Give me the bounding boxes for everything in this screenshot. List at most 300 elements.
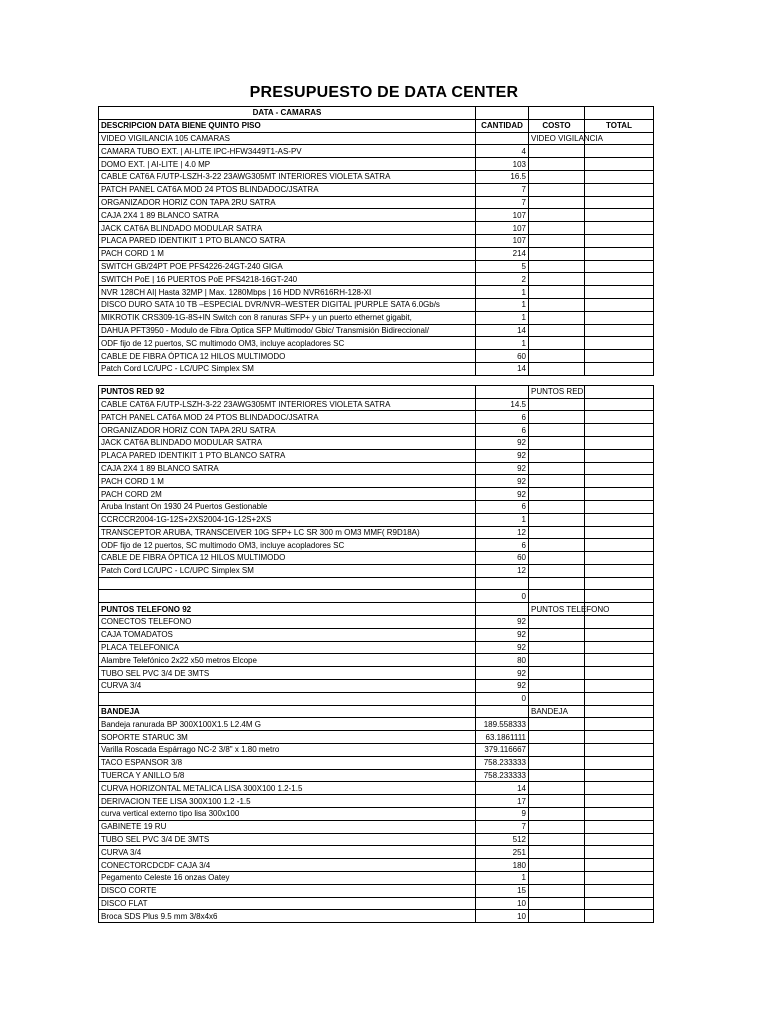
- item-total: [585, 667, 654, 680]
- table-row: [99, 488, 654, 501]
- item-cost: [529, 718, 585, 731]
- item-description: SOPORTE STARUC 3M: [99, 731, 476, 744]
- item-quantity: 1: [476, 298, 529, 311]
- item-total: [585, 910, 654, 923]
- item-description: CURVA 3/4: [99, 680, 476, 693]
- item-quantity: 0: [476, 692, 529, 705]
- item-total: [585, 884, 654, 897]
- item-quantity: 2: [476, 273, 529, 286]
- budget-table: [98, 106, 654, 923]
- item-cost: [529, 513, 585, 526]
- item-quantity: 1: [476, 286, 529, 299]
- item-quantity: [476, 577, 529, 590]
- item-description: VIDEO VIGILANCIA 105 CAMARAS: [99, 132, 476, 145]
- item-description: DAHUA PFT3950 - Modulo de Fibra Optica SFP Multimodo/ Gbic/ Transmisión Bidireccional/: [99, 324, 476, 337]
- table-row: [99, 603, 654, 616]
- item-total: [585, 449, 654, 462]
- item-description: [99, 590, 476, 603]
- item-total: [585, 324, 654, 337]
- item-cost: [529, 488, 585, 501]
- item-total: [585, 337, 654, 350]
- item-cost: [529, 552, 585, 565]
- item-total: [585, 782, 654, 795]
- item-quantity: 10: [476, 910, 529, 923]
- item-cost: [529, 475, 585, 488]
- table-row: [99, 411, 654, 424]
- item-quantity: 107: [476, 222, 529, 235]
- item-cost: [529, 782, 585, 795]
- item-total: [585, 362, 654, 375]
- item-total: [585, 552, 654, 565]
- table-row: [99, 436, 654, 449]
- item-total: [585, 222, 654, 235]
- table-row: [99, 872, 654, 885]
- item-quantity: [476, 385, 529, 398]
- table-row: [99, 782, 654, 795]
- item-quantity: 12: [476, 564, 529, 577]
- item-total: [585, 833, 654, 846]
- item-cost: BANDEJA: [529, 705, 585, 718]
- item-description: DISCO DURO SATA 10 TB –ESPECIAL DVR/NVR–WESTER DIGITAL |PURPLE SATA 6.0Gb/s: [99, 298, 476, 311]
- item-quantity: 251: [476, 846, 529, 859]
- item-description: CONECTOS TELEFONO: [99, 616, 476, 629]
- table-row: [99, 795, 654, 808]
- item-quantity: 1: [476, 513, 529, 526]
- item-total: [585, 654, 654, 667]
- item-description: CABLE CAT6A F/UTP-LSZH-3-22 23AWG305MT INTERIORES VIOLETA SATRA: [99, 170, 476, 183]
- cost-header: COSTO: [529, 119, 585, 132]
- item-cost: [529, 449, 585, 462]
- table-row: [99, 234, 654, 247]
- item-cost: [529, 795, 585, 808]
- item-total: [585, 183, 654, 196]
- table-row: [99, 145, 654, 158]
- item-description: ORGANIZADOR HORIZ CON TAPA 2RU SATRA: [99, 424, 476, 437]
- item-cost: [529, 337, 585, 350]
- table-row: [99, 449, 654, 462]
- table-row: [99, 526, 654, 539]
- item-total: [585, 539, 654, 552]
- item-total: [585, 513, 654, 526]
- item-description: ODF fijo de 12 puertos, SC multimodo OM3, incluye acopladores SC: [99, 337, 476, 350]
- item-quantity: 80: [476, 654, 529, 667]
- item-total: [585, 820, 654, 833]
- item-quantity: 6: [476, 500, 529, 513]
- table-row: [99, 910, 654, 923]
- table-row: [99, 897, 654, 910]
- table-row: [99, 654, 654, 667]
- item-cost: VIDEO VIGILANCIA: [529, 132, 585, 145]
- item-cost: [529, 298, 585, 311]
- item-cost: [529, 273, 585, 286]
- item-cost: [529, 234, 585, 247]
- item-cost: [529, 424, 585, 437]
- item-total: [585, 170, 654, 183]
- item-cost: [529, 820, 585, 833]
- item-cost: [529, 692, 585, 705]
- item-description: Alambre Telefónico 2x22 x50 metros Elcope: [99, 654, 476, 667]
- item-description: TUERCA Y ANILLO 5/8: [99, 769, 476, 782]
- table-row: [99, 808, 654, 821]
- item-description: ORGANIZADOR HORIZ CON TAPA 2RU SATRA: [99, 196, 476, 209]
- table-row: [99, 539, 654, 552]
- item-cost: [529, 616, 585, 629]
- item-total: [585, 859, 654, 872]
- page-title: PRESUPUESTO DE DATA CENTER: [249, 84, 519, 101]
- table-row: [99, 769, 654, 782]
- item-quantity: 92: [476, 616, 529, 629]
- item-total: [585, 385, 654, 398]
- item-quantity: 5: [476, 260, 529, 273]
- item-total: [585, 744, 654, 757]
- table-row: [99, 170, 654, 183]
- spacer-row: [99, 375, 654, 385]
- item-cost: [529, 641, 585, 654]
- item-cost: [529, 196, 585, 209]
- quantity-header: CANTIDAD: [476, 119, 529, 132]
- item-total: [585, 680, 654, 693]
- table-row: [99, 552, 654, 565]
- item-description: TRANSCEPTOR ARUBA, TRANSCEIVER 10G SFP+ LC SR 300 m OM3 MMF( R9D18A): [99, 526, 476, 539]
- item-cost: [529, 436, 585, 449]
- item-cost: [529, 897, 585, 910]
- item-description: CAJA 2X4 1 89 BLANCO SATRA: [99, 462, 476, 475]
- item-quantity: 63.1861111: [476, 731, 529, 744]
- table-row: [99, 718, 654, 731]
- item-cost: PUNTOS TELEFONO: [529, 603, 585, 616]
- item-description: Pegamento Celeste 16 onzas Oatey: [99, 872, 476, 885]
- item-quantity: 379.116667: [476, 744, 529, 757]
- table-row: [99, 616, 654, 629]
- item-total: [585, 488, 654, 501]
- table-row: [99, 628, 654, 641]
- item-quantity: 10: [476, 897, 529, 910]
- item-total: [585, 500, 654, 513]
- item-cost: [529, 654, 585, 667]
- item-quantity: 92: [476, 680, 529, 693]
- item-quantity: 103: [476, 158, 529, 171]
- item-quantity: 14: [476, 324, 529, 337]
- item-total: [585, 641, 654, 654]
- table-row: [99, 132, 654, 145]
- item-description: CURVA 3/4: [99, 846, 476, 859]
- item-description: JACK CAT6A BLINDADO MODULAR SATRA: [99, 436, 476, 449]
- table-row: [99, 667, 654, 680]
- item-quantity: 92: [476, 628, 529, 641]
- table-row: [99, 337, 654, 350]
- item-quantity: 107: [476, 209, 529, 222]
- item-quantity: 92: [476, 475, 529, 488]
- item-quantity: 1: [476, 311, 529, 324]
- item-quantity: 14.5: [476, 398, 529, 411]
- item-description: DERIVACION TEE LISA 300X100 1.2 -1.5: [99, 795, 476, 808]
- item-quantity: 92: [476, 449, 529, 462]
- table-row: [99, 859, 654, 872]
- section-header: DATA - CAMARAS: [99, 107, 476, 120]
- table-row: [99, 744, 654, 757]
- item-cost: [529, 667, 585, 680]
- item-quantity: 92: [476, 488, 529, 501]
- item-description: Aruba Instant On 1930 24 Puertos Gestionable: [99, 500, 476, 513]
- item-description: Patch Cord LC/UPC - LC/UPC Simplex SM: [99, 564, 476, 577]
- item-total: [585, 398, 654, 411]
- item-cost: [529, 526, 585, 539]
- item-description: CURVA HORIZONTAL METALICA LISA 300X100 1.2-1.5: [99, 782, 476, 795]
- item-description: PACH CORD 1 M: [99, 247, 476, 260]
- item-total: [585, 311, 654, 324]
- table-row: [99, 183, 654, 196]
- item-description: CABLE DE FIBRA ÓPTICA 12 HILOS MULTIMODO: [99, 350, 476, 363]
- item-cost: [529, 170, 585, 183]
- item-total: [585, 411, 654, 424]
- item-quantity: 4: [476, 145, 529, 158]
- item-description: CCRCCR2004-1G-12S+2XS2004-1G-12S+2XS: [99, 513, 476, 526]
- item-description: GABINETE 19 RU: [99, 820, 476, 833]
- item-description: CONECTORCDCDF CAJA 3/4: [99, 859, 476, 872]
- item-quantity: 7: [476, 183, 529, 196]
- item-total: [585, 808, 654, 821]
- table-row: [99, 884, 654, 897]
- item-description: [99, 577, 476, 590]
- item-total: [585, 436, 654, 449]
- item-quantity: 6: [476, 411, 529, 424]
- item-total: [585, 145, 654, 158]
- item-total: [585, 731, 654, 744]
- table-row: [99, 846, 654, 859]
- table-row: [99, 398, 654, 411]
- item-description: Bandeja ranurada BP 300X100X1.5 L2.4M G: [99, 718, 476, 731]
- table-row: [99, 756, 654, 769]
- table-row: [99, 298, 654, 311]
- item-quantity: 12: [476, 526, 529, 539]
- table-row: [99, 286, 654, 299]
- item-cost: [529, 564, 585, 577]
- item-description: TACO ESPANSOR 3/8: [99, 756, 476, 769]
- item-cost: [529, 808, 585, 821]
- item-quantity: 92: [476, 462, 529, 475]
- item-quantity: 1: [476, 872, 529, 885]
- item-description: PLACA PARED IDENTIKIT 1 PTO BLANCO SATRA: [99, 234, 476, 247]
- item-description: Broca SDS Plus 9.5 mm 3/8x4x6: [99, 910, 476, 923]
- table-row: [99, 209, 654, 222]
- item-cost: [529, 286, 585, 299]
- table-row: [99, 424, 654, 437]
- item-quantity: 15: [476, 884, 529, 897]
- item-quantity: 14: [476, 782, 529, 795]
- item-cost: [529, 462, 585, 475]
- item-description: JACK CAT6A BLINDADO MODULAR SATRA: [99, 222, 476, 235]
- table-row: [99, 833, 654, 846]
- item-description: PLACA PARED IDENTIKIT 1 PTO BLANCO SATRA: [99, 449, 476, 462]
- item-quantity: [476, 603, 529, 616]
- item-total: [585, 234, 654, 247]
- item-description: DISCO FLAT: [99, 897, 476, 910]
- item-cost: [529, 628, 585, 641]
- item-quantity: 6: [476, 539, 529, 552]
- item-total: [585, 209, 654, 222]
- item-description: PATCH PANEL CAT6A MOD 24 PTOS BLINDADOC/JSATRA: [99, 183, 476, 196]
- item-description: Varilla Roscada Espárrago NC-2 3/8" x 1.80 metro: [99, 744, 476, 757]
- item-total: [585, 577, 654, 590]
- item-description: curva vertical externo tipo lisa 300x100: [99, 808, 476, 821]
- table-row: [99, 731, 654, 744]
- item-description: PACH CORD 1 M: [99, 475, 476, 488]
- table-row: [99, 385, 654, 398]
- item-total: [585, 705, 654, 718]
- item-cost: [529, 756, 585, 769]
- item-cost: [529, 183, 585, 196]
- total-header: TOTAL: [585, 119, 654, 132]
- item-description: TUBO SEL PVC 3/4 DE 3MTS: [99, 667, 476, 680]
- table-row: [99, 705, 654, 718]
- table-row: [99, 513, 654, 526]
- item-cost: [529, 769, 585, 782]
- item-cost: [529, 260, 585, 273]
- item-quantity: 6: [476, 424, 529, 437]
- item-cost: [529, 884, 585, 897]
- item-description: PLACA TELEFONICA: [99, 641, 476, 654]
- item-quantity: 92: [476, 436, 529, 449]
- item-cost: [529, 590, 585, 603]
- description-header: DESCRIPCION DATA BIENE QUINTO PISO: [99, 119, 476, 132]
- item-cost: PUNTOS RED: [529, 385, 585, 398]
- item-description: CAMARA TUBO EXT. | AI-LITE IPC-HFW3449T1-AS-PV: [99, 145, 476, 158]
- table-row: [99, 260, 654, 273]
- table-row: [99, 820, 654, 833]
- item-total: [585, 692, 654, 705]
- item-quantity: 60: [476, 552, 529, 565]
- item-description: PUNTOS RED 92: [99, 385, 476, 398]
- item-description: BANDEJA: [99, 705, 476, 718]
- item-quantity: 758.233333: [476, 769, 529, 782]
- table-row: [99, 324, 654, 337]
- table-row: [99, 641, 654, 654]
- item-description: SWITCH GB/24PT POE PFS4226-24GT-240 GIGA: [99, 260, 476, 273]
- item-quantity: 16.5: [476, 170, 529, 183]
- item-description: PATCH PANEL CAT6A MOD 24 PTOS BLINDADOC/JSATRA: [99, 411, 476, 424]
- item-cost: [529, 500, 585, 513]
- item-cost: [529, 324, 585, 337]
- item-total: [585, 590, 654, 603]
- item-description: SWITCH PoE | 16 PUERTOS PoE PFS4218-16GT-240: [99, 273, 476, 286]
- item-cost: [529, 145, 585, 158]
- item-total: [585, 273, 654, 286]
- item-description: DISCO CORTE: [99, 884, 476, 897]
- item-cost: [529, 209, 585, 222]
- item-description: CAJA 2X4 1 89 BLANCO SATRA: [99, 209, 476, 222]
- item-total: [585, 475, 654, 488]
- item-cost: [529, 311, 585, 324]
- item-quantity: 92: [476, 667, 529, 680]
- item-total: [585, 628, 654, 641]
- table-row: [99, 577, 654, 590]
- item-description: Patch Cord LC/UPC - LC/UPC Simplex SM: [99, 362, 476, 375]
- table-row: [99, 500, 654, 513]
- item-quantity: [476, 705, 529, 718]
- table-row: [99, 692, 654, 705]
- table-row: [99, 680, 654, 693]
- item-total: [585, 260, 654, 273]
- item-cost: [529, 411, 585, 424]
- item-total: [585, 286, 654, 299]
- item-total: [585, 350, 654, 363]
- table-row: [99, 564, 654, 577]
- item-total: [585, 247, 654, 260]
- item-description: DOMO EXT. | AI-LITE | 4.0 MP: [99, 158, 476, 171]
- item-quantity: 1: [476, 337, 529, 350]
- item-cost: [529, 910, 585, 923]
- item-quantity: [476, 132, 529, 145]
- table-row: [99, 311, 654, 324]
- item-total: [585, 462, 654, 475]
- item-total: [585, 872, 654, 885]
- item-cost: [529, 398, 585, 411]
- item-description: CABLE DE FIBRA ÓPTICA 12 HILOS MULTIMODO: [99, 552, 476, 565]
- item-total: [585, 298, 654, 311]
- item-cost: [529, 577, 585, 590]
- table-row: [99, 462, 654, 475]
- item-quantity: 7: [476, 196, 529, 209]
- item-description: MIKROTIK CRS309-1G-8S+IN Switch con 8 ranuras SFP+ y un puerto ethernet gigabit,: [99, 311, 476, 324]
- item-description: ODF fijo de 12 puertos, SC multimodo OM3, incluye acopladores SC: [99, 539, 476, 552]
- item-total: [585, 756, 654, 769]
- item-cost: [529, 872, 585, 885]
- item-total: [585, 795, 654, 808]
- item-cost: [529, 833, 585, 846]
- item-cost: [529, 362, 585, 375]
- item-quantity: 60: [476, 350, 529, 363]
- item-description: TUBO SEL PVC 3/4 DE 3MTS: [99, 833, 476, 846]
- item-cost: [529, 731, 585, 744]
- table-row: [99, 247, 654, 260]
- item-cost: [529, 846, 585, 859]
- item-total: [585, 897, 654, 910]
- item-quantity: 214: [476, 247, 529, 260]
- item-quantity: 0: [476, 590, 529, 603]
- item-description: [99, 692, 476, 705]
- item-quantity: 14: [476, 362, 529, 375]
- item-total: [585, 564, 654, 577]
- item-quantity: 189.558333: [476, 718, 529, 731]
- item-cost: [529, 680, 585, 693]
- item-description: PUNTOS TELEFONO 92: [99, 603, 476, 616]
- table-row: [99, 196, 654, 209]
- item-cost: [529, 350, 585, 363]
- item-quantity: 180: [476, 859, 529, 872]
- item-cost: [529, 158, 585, 171]
- item-total: [585, 718, 654, 731]
- item-cost: [529, 222, 585, 235]
- item-total: [585, 526, 654, 539]
- item-cost: [529, 859, 585, 872]
- item-description: CABLE CAT6A F/UTP-LSZH-3-22 23AWG305MT INTERIORES VIOLETA SATRA: [99, 398, 476, 411]
- table-row: [99, 475, 654, 488]
- item-quantity: 7: [476, 820, 529, 833]
- item-total: [585, 158, 654, 171]
- item-quantity: 92: [476, 641, 529, 654]
- item-total: [585, 424, 654, 437]
- section-header-row: [99, 107, 654, 120]
- item-description: CAJA TOMADATOS: [99, 628, 476, 641]
- item-cost: [529, 539, 585, 552]
- item-quantity: 512: [476, 833, 529, 846]
- table-row: [99, 222, 654, 235]
- item-total: [585, 616, 654, 629]
- item-description: NVR 128CH AI| Hasta 32MP | Max. 1280Mbps | 16 HDD NVR616RH-128-XI: [99, 286, 476, 299]
- item-total: [585, 846, 654, 859]
- item-quantity: 9: [476, 808, 529, 821]
- item-description: PACH CORD 2M: [99, 488, 476, 501]
